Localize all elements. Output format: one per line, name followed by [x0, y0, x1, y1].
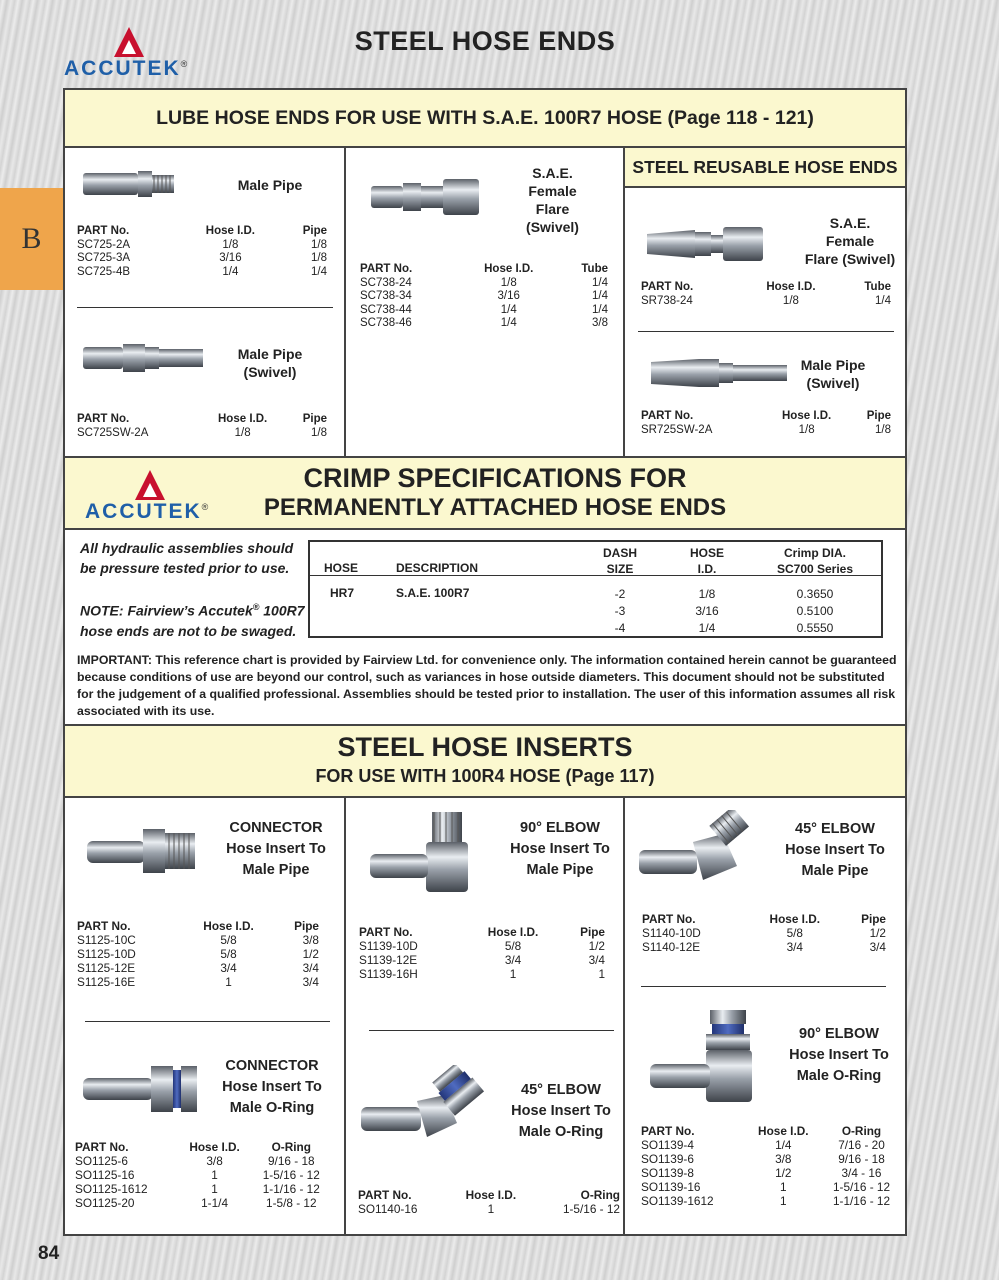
crimp-table: HOSE DESCRIPTION DASH SIZE HOSE I.D. Crimp DIA. SC700 Series HR7 S.A.E. 100R7 -2 -3 -4 1/8 3/16 1/4 0.3650 0.5100 0.5550 — [308, 540, 883, 638]
reusable-male-table: PART No. Hose I.D. Pipe SR725SW-2A 1/8 1/8 — [641, 409, 891, 436]
table-row: S1125-16E 1 3/4 — [77, 975, 319, 989]
table-row: SO1125-16 1 1-5/16 - 12 — [75, 1168, 320, 1182]
separator — [638, 331, 894, 332]
table-row: SO1139-8 1/2 3/4 - 16 — [641, 1166, 882, 1180]
separator — [77, 307, 333, 308]
table-row: S1125-10D 5/8 1/2 — [77, 947, 319, 961]
connector-oring-table: PART No. Hose I.D. O-Ring SO1125-6 3/8 9/16 - 18 SO1125-16 1 1-5/16 - 12 SO1125-1612 1 1-1/16 - 12 SO1125-20 1-1/4 1-5/8 - 12 — [75, 1139, 332, 1210]
male-pipe-caption: Male Pipe — [237, 177, 303, 193]
table-row: S1140-12E 3/4 3/4 — [642, 940, 886, 954]
reusable-sae-table: PART No. Hose I.D. Tube SR738-24 1/8 1/4 — [641, 280, 891, 307]
table-row: SC725SW-2A 1/8 1/8 — [77, 426, 327, 439]
crimp-note-1: All hydraulic assemblies should be pressure tested prior to use. — [80, 540, 294, 576]
table-row: SO1125-1612 1 1-1/16 - 12 — [75, 1182, 320, 1196]
male-pipe-swivel-caption: Male Pipe (Swivel) — [237, 346, 303, 380]
table-row: SC738-46 1/4 3/8 — [360, 317, 608, 330]
crimp-note-2: NOTE: Fairview’s Accutek® 100R7 hose ends are not to be swaged. — [80, 602, 305, 639]
divider — [344, 798, 346, 1236]
logo-triangle-icon — [135, 470, 165, 500]
table-row: SR738-24 1/8 1/4 — [641, 294, 891, 307]
dash-size-col: -2 -3 -4 — [614, 587, 626, 635]
table-row: SC725-4B 1/4 1/4 — [77, 265, 327, 278]
table-row: SO1125-6 3/8 9/16 - 18 — [75, 1154, 315, 1168]
crimp-banner — [65, 456, 905, 530]
connector-pipe-table: PART No. Hose I.D. Pipe S1125-10C 5/8 3/8 S1125-10D 5/8 1/2 S1125-12E 3/4 3/4 S1125-16E 1 3/4 — [77, 918, 319, 989]
table-row: SO1140-16 1 1-5/16 - 12 — [358, 1202, 620, 1216]
elbow45-oring-caption: 45° ELBOW Hose Insert To Male O-Ring — [511, 1082, 611, 1140]
hose-id-col: 1/8 3/16 1/4 — [695, 587, 719, 635]
important-disclaimer: IMPORTANT: This reference chart is provided by Fairview Ltd. for convenience only. The information contained herein cannot be guaranteed because conditions of use are beyond our control, such as variances in hose outside diameters. This document should not be substituted for the judgement of a qualified professional. Assemblies should be tested prior to installation. The user of this information assumes all risk associated with its use. — [77, 653, 897, 718]
elbow45-oring-table: PART No. Hose I.D. O-Ring SO1140-16 1 1-5/16 - 12 — [358, 1187, 620, 1216]
male-pipe-table — [77, 223, 327, 279]
table-row: SO1139-1612 1 1-1/16 - 12 — [641, 1194, 891, 1208]
page-title: STEEL HOSE ENDS — [354, 26, 616, 56]
table-row: S1139-12E 3/4 3/4 — [359, 953, 605, 967]
connector-pipe-fitting-image — [87, 823, 199, 879]
table-row: SO1139-16 1 1-5/16 - 12 — [641, 1180, 891, 1194]
elbow45-pipe-fitting-image — [639, 810, 759, 890]
table-row: SC738-44 1/4 1/4 — [360, 303, 608, 316]
accutek-logo: ACCUTEK® — [64, 27, 194, 81]
col-pipe: Pipe — [302, 224, 327, 237]
table-row: SR725SW-2A 1/8 1/8 — [641, 423, 891, 436]
divider — [344, 148, 346, 458]
elbow90-oring-table: PART No. Hose I.D. O-Ring SO1139-4 1/4 7/16 - 20 SO1139-6 3/8 9/16 - 18 SO1139-8 1/2 3/4 - 16 SO1139-16 1 1-5/16 - 12 SO1139-1612 1 1-1/16 - 12 — [641, 1123, 903, 1208]
content-frame — [63, 88, 907, 1236]
elbow90-pipe-fitting-image — [370, 810, 470, 900]
elbow45-pipe-table: PART No. Hose I.D. Pipe S1140-10D 5/8 1/2 S1140-12E 3/4 3/4 — [642, 911, 886, 954]
table-row: SO1125-20 1-1/4 1-5/8 - 12 — [75, 1196, 317, 1210]
elbow90-oring-fitting-image — [650, 1008, 760, 1108]
divider — [623, 148, 625, 458]
inserts-title: STEEL HOSE INSERTS — [337, 732, 633, 762]
separator — [641, 986, 886, 987]
table-row: SC725-3A 3/16 1/8 — [77, 252, 327, 265]
separator — [85, 1021, 330, 1022]
col-hose-id: Hose I.D. — [205, 224, 255, 237]
logo-triangle-icon — [114, 27, 144, 57]
table-row: SO1139-4 1/4 7/16 - 20 — [641, 1138, 885, 1152]
reusable-sae-caption: S.A.E. Female Flare (Swivel) — [804, 215, 896, 267]
divider — [623, 798, 625, 1236]
page-number: 84 — [38, 1243, 60, 1264]
accutek-logo: ACCUTEK® — [85, 470, 215, 524]
table-row: S1139-16H 1 1 — [359, 967, 605, 981]
page-header — [0, 0, 999, 88]
sae-female-flare-fitting-image — [371, 177, 483, 217]
connector-oring-fitting-image — [83, 1058, 203, 1120]
table-row: SC738-34 3/16 1/4 — [360, 290, 608, 303]
table-row: S1140-10D 5/8 1/2 — [642, 926, 886, 940]
elbow90-pipe-caption: 90° ELBOW Hose Insert To Male Pipe — [510, 820, 610, 878]
lube-banner: LUBE HOSE ENDS FOR USE WITH S.A.E. 100R7 HOSE (Page 118 - 121) — [65, 90, 905, 148]
reusable-sae-fitting-image — [647, 224, 767, 264]
elbow90-pipe-table: PART No. Hose I.D. Pipe S1139-10D 5/8 1/2 S1139-12E 3/4 3/4 S1139-16H 1 1 — [359, 924, 605, 981]
section-tab: B — [0, 188, 63, 290]
table-row: SO1139-6 3/8 9/16 - 18 — [641, 1152, 885, 1166]
crimp-subtitle: PERMANENTLY ATTACHED HOSE ENDS — [263, 494, 727, 521]
table-row: SC738-24 1/8 1/4 — [360, 276, 608, 289]
male-pipe-swivel-table: PART No. Hose I.D. Pipe SC725SW-2A 1/8 1/8 — [77, 412, 327, 439]
elbow45-oring-fitting-image — [361, 1065, 491, 1145]
inserts-subtitle: FOR USE WITH 100R4 HOSE (Page 117) — [315, 766, 655, 786]
crimp-title: CRIMP SPECIFICATIONS FOR — [303, 463, 687, 493]
separator — [369, 1030, 614, 1031]
col-part: PART No. — [77, 224, 130, 237]
reusable-male-caption: Male Pipe (Swivel) — [800, 357, 866, 391]
elbow45-pipe-caption: 45° ELBOW Hose Insert To Male Pipe — [785, 821, 885, 879]
table-row: S1125-12E 3/4 3/4 — [77, 961, 319, 975]
reusable-banner: STEEL REUSABLE HOSE ENDS — [625, 148, 905, 188]
male-pipe-fitting-image — [83, 168, 179, 200]
sae-female-flare-caption: S.A.E. Female Flare (Swivel) — [526, 165, 579, 235]
male-pipe-swivel-fitting-image — [83, 342, 207, 374]
table-row: S1125-10C 5/8 3/8 — [77, 933, 319, 947]
sae-female-flare-table: PART No. Hose I.D. Tube SC738-24 1/8 1/4 SC738-34 3/16 1/4 SC738-44 1/4 1/4 SC738-46 1/4 3/8 — [360, 262, 608, 330]
crimp-dia-col: 0.3650 0.5100 0.5550 — [796, 587, 834, 635]
inserts-banner — [65, 724, 905, 798]
reusable-male-fitting-image — [651, 356, 791, 390]
elbow90-oring-caption: 90° ELBOW Hose Insert To Male O-Ring — [789, 1026, 889, 1084]
table-row: S1139-10D 5/8 1/2 — [359, 939, 605, 953]
table-row: SC725-2A 1/8 1/8 — [77, 238, 327, 251]
connector-oring-caption: CONNECTOR Hose Insert To Male O-Ring — [222, 1058, 322, 1116]
connector-pipe-caption: CONNECTOR Hose Insert To Male Pipe — [226, 820, 326, 878]
